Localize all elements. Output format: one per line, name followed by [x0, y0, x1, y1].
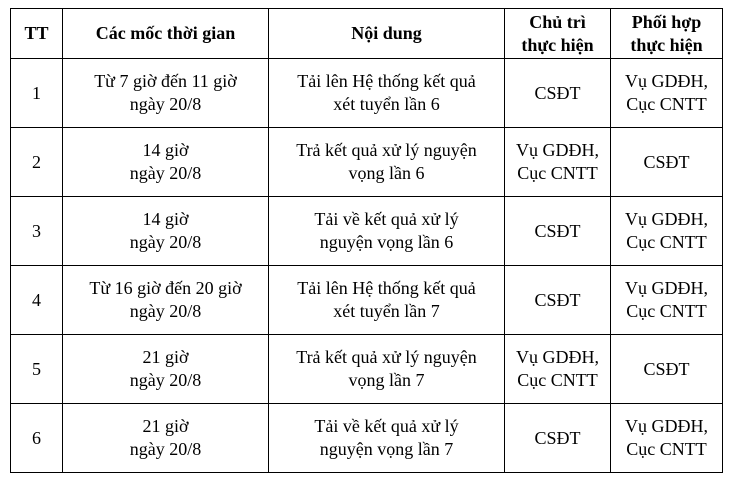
cell-lead-line: CSĐT [534, 427, 581, 448]
cell-content-line: vọng lần 7 [348, 370, 425, 390]
cell-time-line: Từ 16 giờ đến 20 giờ [89, 278, 242, 298]
cell-lead-line: Cục CNTT [517, 370, 598, 390]
cell-coord [611, 59, 723, 128]
cell-coord-line: Vụ GDĐH, [625, 209, 708, 229]
cell-lead [505, 197, 611, 266]
cell-coord [611, 128, 723, 197]
cell-content-line: Tải lên Hệ thống kết quả [297, 278, 476, 298]
table-row [11, 197, 723, 266]
cell-time [63, 266, 269, 335]
cell-lead-line: Vụ GDĐH, [516, 347, 599, 367]
cell-content-line: nguyện vọng lần 7 [319, 439, 454, 459]
cell-lead-line: CSĐT [534, 220, 581, 241]
cell-tt: 2 [11, 128, 63, 197]
cell-coord [611, 266, 723, 335]
table-row [11, 128, 723, 197]
cell-coord-line: Cục CNTT [626, 301, 707, 321]
cell-content [269, 404, 505, 473]
cell-lead-line: CSĐT [534, 82, 581, 103]
cell-time-line: ngày 20/8 [129, 439, 202, 459]
cell-time [63, 59, 269, 128]
header-lead-line: thực hiện [521, 34, 594, 55]
cell-time-line: 14 giờ [142, 209, 189, 229]
header-lead [505, 9, 611, 59]
cell-content-line: Tải về kết quả xử lý [314, 416, 459, 436]
cell-content [269, 128, 505, 197]
cell-time-line: ngày 20/8 [129, 163, 202, 183]
cell-lead [505, 404, 611, 473]
cell-time [63, 197, 269, 266]
cell-lead-line: Cục CNTT [517, 163, 598, 183]
schedule-table [10, 8, 723, 473]
cell-time-line: 14 giờ [142, 140, 189, 160]
cell-content-line: xét tuyển lần 7 [333, 301, 440, 321]
cell-lead [505, 128, 611, 197]
cell-time [63, 128, 269, 197]
cell-coord-line: Cục CNTT [626, 232, 707, 252]
cell-tt: 1 [11, 59, 63, 128]
cell-content-line: Trả kết quả xử lý nguyện [296, 347, 477, 367]
cell-coord-line: CSĐT [643, 151, 690, 172]
cell-tt: 3 [11, 197, 63, 266]
cell-lead [505, 59, 611, 128]
cell-coord [611, 404, 723, 473]
header-coord [611, 9, 723, 59]
cell-content-line: Tải về kết quả xử lý [314, 209, 459, 229]
cell-coord [611, 197, 723, 266]
header-coord-line: Phối hợp [631, 11, 702, 32]
header-content: Nội dung [269, 9, 505, 59]
table-body [11, 59, 723, 473]
cell-time-line: ngày 20/8 [129, 301, 202, 321]
cell-content [269, 335, 505, 404]
cell-content-line: vọng lần 6 [348, 163, 425, 183]
table-row [11, 59, 723, 128]
cell-coord-line: CSĐT [643, 358, 690, 379]
cell-content [269, 59, 505, 128]
header-lead-line: Chủ trì [529, 11, 586, 32]
cell-tt: 6 [11, 404, 63, 473]
cell-coord-line: Vụ GDĐH, [625, 278, 708, 298]
table-row [11, 266, 723, 335]
header-tt: TT [11, 9, 63, 59]
header-time: Các mốc thời gian [63, 9, 269, 59]
cell-lead [505, 335, 611, 404]
cell-tt: 5 [11, 335, 63, 404]
header-row [11, 9, 723, 59]
cell-content-line: nguyện vọng lần 6 [319, 232, 454, 252]
cell-content-line: Trả kết quả xử lý nguyện [296, 140, 477, 160]
table-row [11, 335, 723, 404]
header-coord-line: thực hiện [630, 34, 703, 55]
cell-lead-line: CSĐT [534, 289, 581, 310]
cell-time-line: Từ 7 giờ đến 11 giờ [94, 71, 237, 91]
cell-coord-line: Vụ GDĐH, [625, 71, 708, 91]
cell-time-line: ngày 20/8 [129, 94, 202, 114]
cell-content-line: xét tuyển lần 6 [333, 94, 440, 114]
cell-lead [505, 266, 611, 335]
table-row [11, 404, 723, 473]
cell-tt: 4 [11, 266, 63, 335]
cell-coord-line: Vụ GDĐH, [625, 416, 708, 436]
cell-coord-line: Cục CNTT [626, 439, 707, 459]
cell-time [63, 335, 269, 404]
cell-time-line: 21 giờ [142, 347, 189, 367]
cell-time [63, 404, 269, 473]
cell-content [269, 197, 505, 266]
cell-content [269, 266, 505, 335]
cell-content-line: Tải lên Hệ thống kết quả [297, 71, 476, 91]
cell-time-line: ngày 20/8 [129, 232, 202, 252]
cell-coord-line: Cục CNTT [626, 94, 707, 114]
cell-coord [611, 335, 723, 404]
cell-time-line: 21 giờ [142, 416, 189, 436]
cell-time-line: ngày 20/8 [129, 370, 202, 390]
cell-lead-line: Vụ GDĐH, [516, 140, 599, 160]
